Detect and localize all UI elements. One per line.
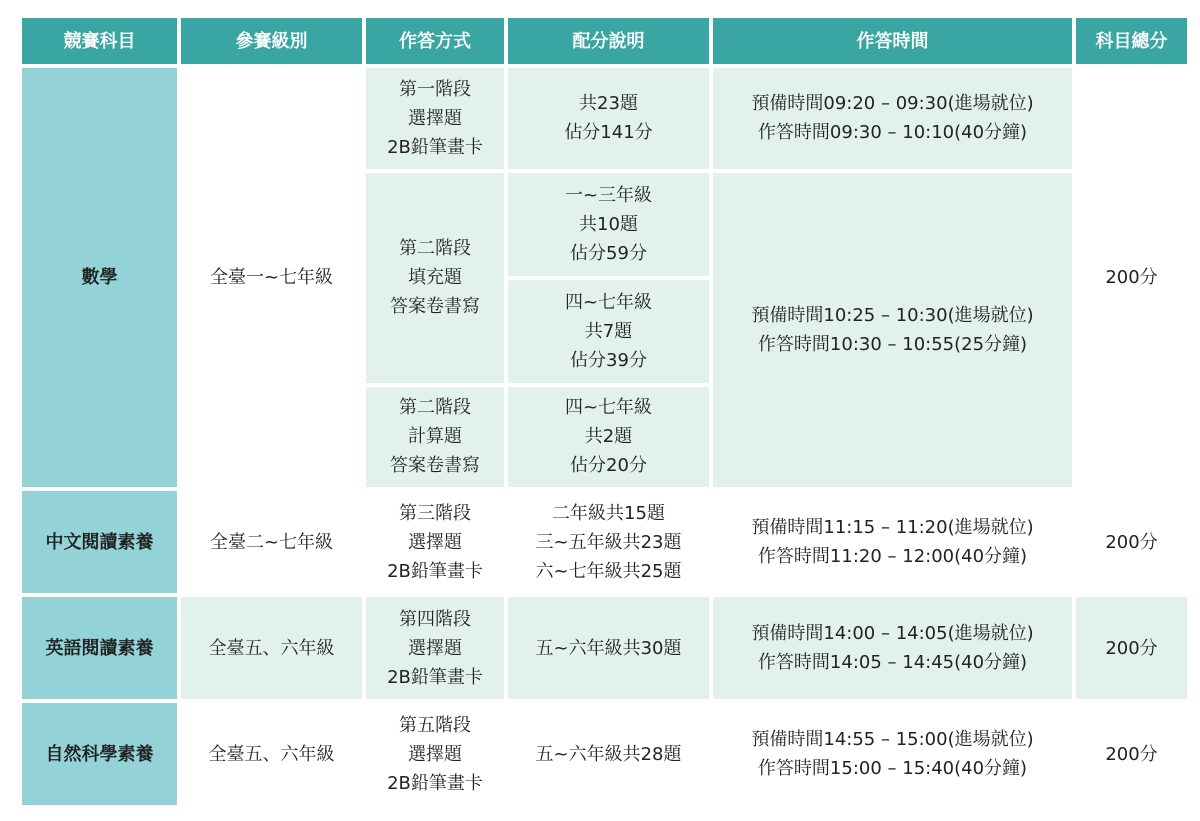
header-score: 配分說明 (508, 18, 709, 64)
time-math-stage2: 預備時間10:25 – 10:30(進場就位) 作答時間10:30 – 10:55(25分鐘) (713, 173, 1072, 488)
method-math-stage2-fill: 第二階段 填充題 答案卷書寫 (366, 173, 504, 383)
header-total: 科目總分 (1076, 18, 1187, 64)
table-row (22, 68, 1187, 169)
time-english: 預備時間14:00 – 14:05(進場就位) 作答時間14:05 – 14:45(40分鐘) (713, 597, 1072, 699)
table-row (22, 597, 1187, 699)
method-english: 第四階段 選擇題 2B鉛筆畫卡 (366, 597, 504, 699)
level-chinese: 全臺二~七年級 (181, 491, 362, 593)
level-english: 全臺五、六年級 (181, 597, 362, 699)
score-english: 五~六年級共30題 (508, 597, 709, 699)
total-science: 200分 (1076, 703, 1187, 805)
time-chinese: 預備時間11:15 – 11:20(進場就位) 作答時間11:20 – 12:00(40分鐘) (713, 491, 1072, 593)
method-chinese: 第三階段 選擇題 2B鉛筆畫卡 (366, 491, 504, 593)
competition-schedule-table (18, 14, 1191, 809)
score-science: 五~六年級共28題 (508, 703, 709, 805)
header-time: 作答時間 (713, 18, 1072, 64)
subject-math: 數學 (22, 68, 177, 487)
total-chinese: 200分 (1076, 491, 1187, 593)
method-math-stage2-calc: 第二階段 計算題 答案卷書寫 (366, 387, 504, 488)
header-method: 作答方式 (366, 18, 504, 64)
table-row (22, 703, 1187, 805)
score-math-stage1: 共23題 佔分141分 (508, 68, 709, 169)
header-subject: 競賽科目 (22, 18, 177, 64)
score-math-stage2-g4-7: 四~七年級 共7題 佔分39分 (508, 280, 709, 383)
method-science: 第五階段 選擇題 2B鉛筆畫卡 (366, 703, 504, 805)
table-row (22, 491, 1187, 593)
method-math-stage1: 第一階段 選擇題 2B鉛筆畫卡 (366, 68, 504, 169)
total-english: 200分 (1076, 597, 1187, 699)
header-level: 參賽級別 (181, 18, 362, 64)
time-science: 預備時間14:55 – 15:00(進場就位) 作答時間15:00 – 15:40(40分鐘) (713, 703, 1072, 805)
level-math: 全臺一~七年級 (181, 68, 362, 487)
score-math-stage2-g1-3: 一~三年級 共10題 佔分59分 (508, 173, 709, 276)
level-science: 全臺五、六年級 (181, 703, 362, 805)
subject-science: 自然科學素養 (22, 703, 177, 805)
score-chinese: 二年級共15題 三~五年級共23題 六~七年級共25題 (508, 491, 709, 593)
header-row (22, 18, 1187, 64)
subject-english: 英語閱讀素養 (22, 597, 177, 699)
total-math: 200分 (1076, 68, 1187, 487)
score-math-stage2-calc: 四~七年級 共2題 佔分20分 (508, 387, 709, 488)
time-math-stage1: 預備時間09:20 – 09:30(進場就位) 作答時間09:30 – 10:10(40分鐘) (713, 68, 1072, 169)
subject-chinese: 中文閱讀素養 (22, 491, 177, 593)
